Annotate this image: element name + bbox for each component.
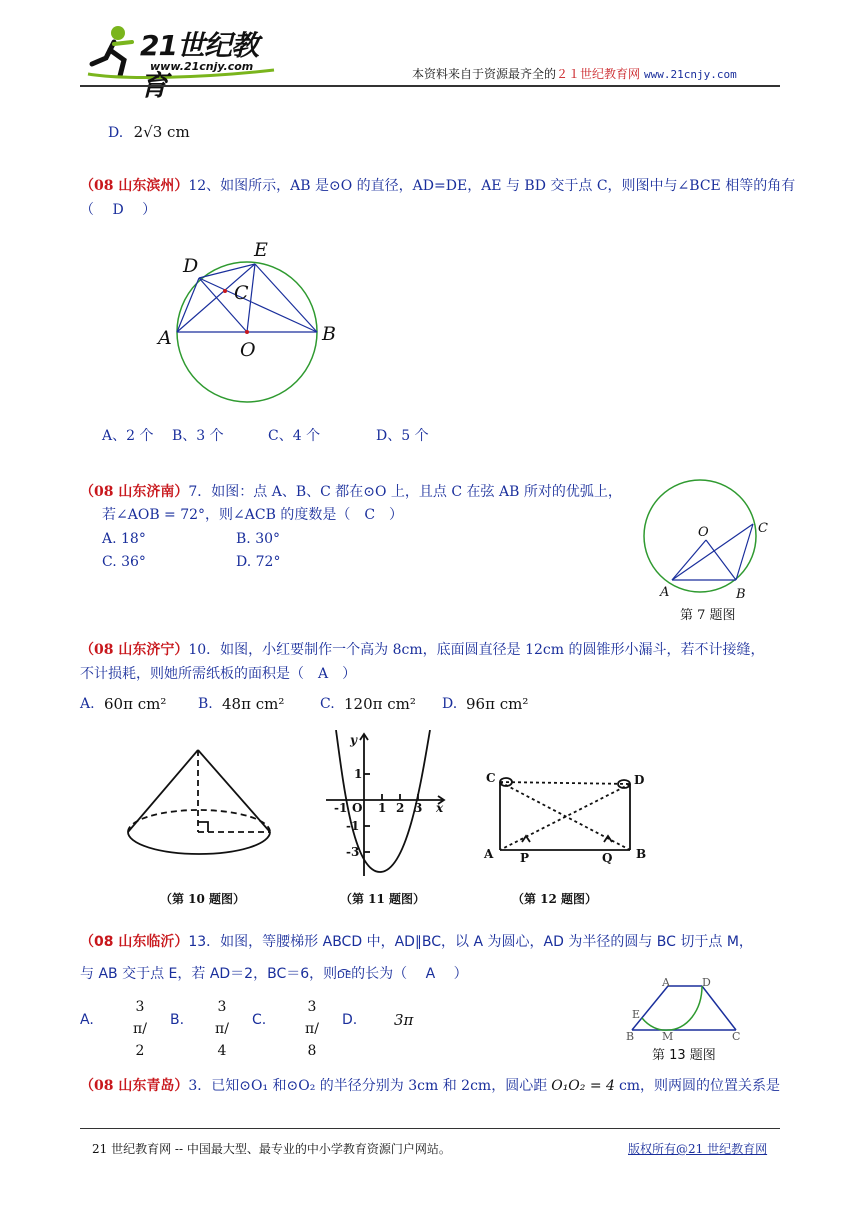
- q7-label-c: C: [758, 521, 768, 536]
- q10-option-label: A.: [80, 696, 95, 712]
- q13-option-label: B.: [170, 1012, 185, 1028]
- q10-option-value: 60π cm²: [104, 695, 167, 713]
- q7-label-o: O: [698, 525, 709, 540]
- q13-line1: [80, 932, 753, 952]
- fig12-label-b: B: [636, 847, 647, 861]
- header-divider: [80, 85, 780, 87]
- footer-right-link[interactable]: 版权所有@21 世纪教育网: [628, 1142, 768, 1156]
- fig11-tick-2: 2: [396, 801, 405, 815]
- q10-line1: [80, 640, 764, 660]
- prev-option-d: [108, 122, 190, 143]
- logo-text: 21世纪教育: [140, 29, 258, 102]
- q12-option: C、4 个: [268, 428, 321, 444]
- q13-line2: [80, 964, 468, 986]
- fig10-caption: （第 10 题图）: [160, 892, 246, 906]
- q13-option-value: 3π/4: [215, 999, 229, 1059]
- prev-option-d-label: D.: [108, 125, 124, 141]
- q12-answer: （ D ）: [80, 202, 157, 218]
- q10-line2: 不计损耗，则她所需纸板的面积是（ A ）: [80, 666, 357, 682]
- q7-label-b: B: [736, 587, 746, 602]
- q13-text2a: 与 AB 交于点 E，若 AD＝2，BC＝6，则: [80, 966, 338, 982]
- q12-option: D、5 个: [376, 428, 429, 444]
- fig11-parabola: [320, 730, 450, 880]
- q10-option-label: D.: [442, 696, 458, 712]
- q13-figure: [622, 976, 752, 1040]
- q13-caption: 第 13 题图: [652, 1048, 716, 1063]
- q10-source: （08 山东济宁）: [80, 642, 189, 658]
- q12-label-d: D: [183, 255, 199, 277]
- q7-option: C. 36°: [102, 554, 146, 570]
- fig11-tick-m1: -1: [334, 801, 348, 815]
- q10-option-value: 48π cm²: [222, 695, 285, 713]
- q12-label-o: O: [240, 339, 256, 361]
- fig12-label-q: Q: [602, 851, 613, 865]
- q13-label-d: D: [702, 976, 711, 989]
- q3-line: [80, 1076, 780, 1096]
- header-notice-url[interactable]: www.21cnjy.com: [644, 68, 737, 81]
- q12-label-b: B: [322, 323, 336, 345]
- q3-text-c: cm，则两圆的位置关系是: [618, 1078, 781, 1094]
- q12-figure: [150, 238, 350, 418]
- fig11-tick-3: 3: [414, 801, 423, 815]
- q13-label-a: A: [662, 976, 670, 989]
- logo-url: www.21cnjy.com: [150, 60, 254, 73]
- q13-label-m: M: [662, 1030, 674, 1040]
- fig10-cone: [120, 740, 290, 880]
- q7-caption: 第 7 题图: [680, 608, 736, 623]
- q12-line1: [80, 176, 795, 196]
- q7-line1: [80, 482, 622, 502]
- header-notice-site[interactable]: ２１世纪教育网: [556, 67, 641, 81]
- q3-text-b: O₁O₂ = 4: [551, 1078, 615, 1094]
- q3-text-a: 3．已知⊙O₁ 和⊙O₂ 的半径分别为 3cm 和 2cm，圆心距: [188, 1078, 548, 1094]
- fig12-label-a: A: [484, 847, 494, 861]
- footer-left: 21 世纪教育网 -- 中国最大型、最专业的中小学教育资源门户网站。: [92, 1142, 451, 1156]
- q12-label-a: A: [158, 327, 172, 349]
- q10-option-label: B.: [198, 696, 213, 712]
- q13-label-c: C: [732, 1030, 741, 1040]
- q12-option: A、2 个: [102, 428, 154, 444]
- fig12-diagram: [480, 766, 650, 866]
- q12-text: 12、如图所示，AB 是⊙O 的直径，AD=DE，AE 与 BD 交于点 C，则图中与∠BCE 相等的角有: [188, 178, 796, 194]
- q7-line2: 若∠AOB = 72°，则∠ACB 的度数是（ C ）: [102, 507, 404, 523]
- q7-text1: 7．如图：点 A、B、C 都在⊙O 上，且点 C 在弦 AB 所对的优弧上，: [188, 484, 622, 500]
- q7-label-a: A: [660, 585, 670, 600]
- q7-source: （08 山东济南）: [80, 484, 189, 500]
- logo[interactable]: [84, 20, 284, 102]
- q13-option-label: A.: [80, 1012, 94, 1028]
- q13-option-value: 3π/8: [305, 999, 319, 1059]
- q13-option-value: 3π: [394, 1011, 414, 1029]
- q12-source: （08 山东滨州）: [80, 178, 189, 194]
- q7-option: D. 72°: [236, 554, 281, 570]
- fig11-label-y: y: [350, 733, 357, 747]
- q10-option-value: 120π cm²: [344, 695, 416, 713]
- q13-option-label: C.: [252, 1012, 267, 1028]
- fig11-tick-y1: 1: [354, 767, 363, 781]
- header-notice: [412, 64, 737, 85]
- footer-divider: [80, 1128, 780, 1129]
- fig11-caption: （第 11 题图）: [340, 892, 426, 906]
- prev-option-d-value: 2√3 cm: [133, 123, 190, 141]
- q12-label-c: C: [234, 282, 249, 304]
- fig12-label-c: C: [486, 771, 496, 785]
- q10-text1: 10．如图，小红要制作一个高为 8cm，底面圆直径是 12cm 的圆锥形小漏斗，若不计接缝，: [188, 642, 765, 658]
- q3-source: （08 山东青岛）: [80, 1078, 189, 1094]
- fig11-tick-ym1: -1: [346, 819, 360, 833]
- q12-option: B、3 个: [172, 428, 224, 444]
- fig11-label-o: O: [352, 801, 363, 815]
- header-notice-prefix: 本资料来自于资源最齐全的: [412, 67, 557, 81]
- q12-label-e: E: [254, 239, 268, 261]
- fig12-label-p: P: [520, 851, 530, 865]
- q13-source: （08 山东临沂）: [80, 934, 189, 950]
- q7-option: B. 30°: [236, 531, 281, 547]
- fig11-tick-ym3: -3: [346, 845, 360, 859]
- fig11-tick-1: 1: [378, 801, 387, 815]
- q13-arc-de: DE: [337, 970, 352, 981]
- q13-text1: 13．如图，等腰梯形 ABCD 中，AD∥BC，以 A 为圆心，AD 为半径的圆与 BC 切于点 M，: [188, 934, 753, 950]
- fig11-label-x: x: [436, 801, 444, 815]
- q10-option-label: C.: [320, 696, 335, 712]
- q13-text2b: 的长为（ A ）: [351, 966, 468, 982]
- q13-label-b: B: [626, 1030, 635, 1040]
- q13-option-value: 3π/2: [133, 999, 147, 1059]
- fig12-caption: （第 12 题图）: [512, 892, 598, 906]
- q13-label-e: E: [632, 1008, 641, 1021]
- q7-option: A. 18°: [102, 531, 146, 547]
- fig12-label-d: D: [634, 773, 645, 787]
- q10-option-value: 96π cm²: [466, 695, 529, 713]
- q13-option-label: D.: [342, 1012, 358, 1028]
